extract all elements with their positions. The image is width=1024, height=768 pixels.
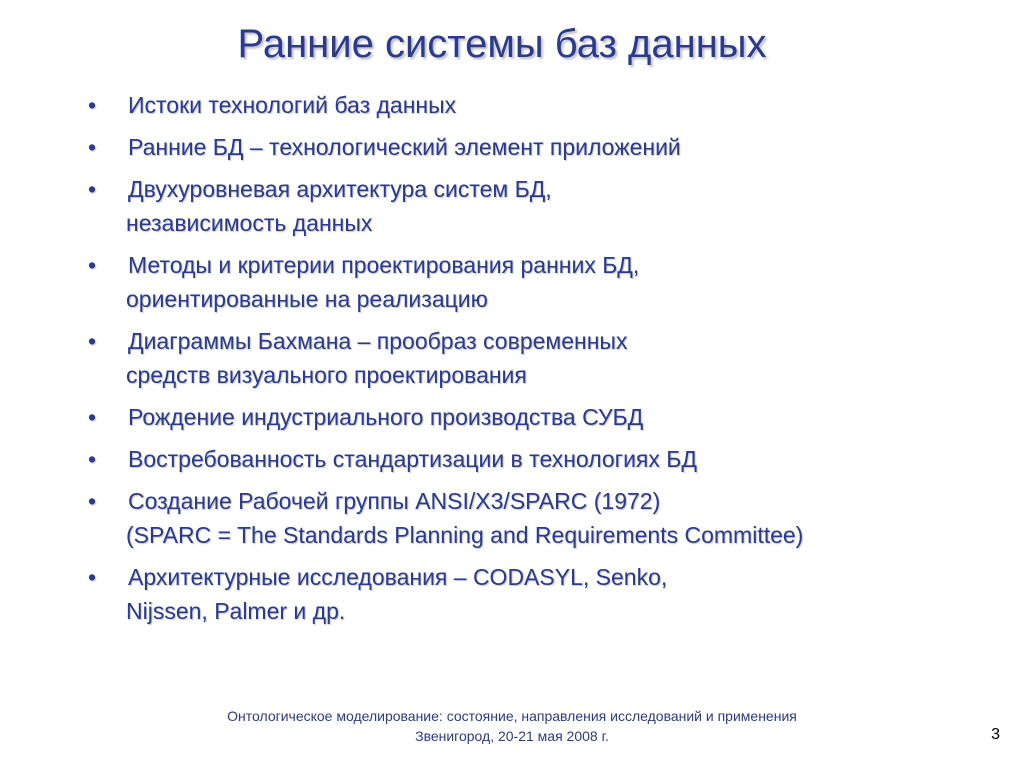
page-number: 3 (991, 726, 1000, 743)
bullet-item (88, 88, 968, 122)
bullet-dot-icon: • (88, 488, 97, 514)
bullet-text: Востребованность стандартизации в технологиях БД (128, 446, 697, 472)
bullet-dot-icon: • (88, 252, 97, 278)
bullet-list (88, 88, 968, 636)
bullet-item (88, 560, 968, 628)
bullet-dot-icon: • (88, 328, 97, 354)
bullet-dot-icon: • (88, 92, 97, 118)
slide-footer (0, 706, 1024, 746)
bullet-text: Архитектурные исследования – CODASYL, Senko, (128, 564, 668, 590)
bullet-dot-icon: • (88, 564, 97, 590)
bullet-text: Истоки технологий баз данных (128, 92, 457, 118)
bullet-text: Методы и критерии проектирования ранних БД, (128, 252, 640, 278)
bullet-text: Диаграммы Бахмана – прообраз современных (128, 328, 628, 354)
bullet-dot-icon: • (88, 404, 97, 430)
bullet-text-continuation: (SPARC = The Standards Planning and Requirements Committee) (126, 522, 804, 548)
bullet-text-continuation: ориентированные на реализацию (126, 286, 488, 312)
bullet-text: Ранние БД – технологический элемент приложений (128, 134, 681, 160)
bullet-text: Двухуровневая архитектура систем БД, (128, 176, 552, 202)
bullet-text: Создание Рабочей группы ANSI/X3/SPARC (1972) (128, 488, 661, 514)
footer-location-date: Звенигород, 20-21 мая 2008 г. (415, 728, 609, 744)
bullet-item (88, 400, 968, 434)
bullet-item (88, 442, 968, 476)
bullet-item (88, 248, 968, 316)
bullet-dot-icon: • (88, 446, 97, 472)
bullet-item (88, 130, 968, 164)
slide-title: Ранние системы баз данных (237, 22, 767, 66)
bullet-dot-icon: • (88, 176, 97, 202)
bullet-dot-icon: • (88, 134, 97, 160)
bullet-text: Рождение индустриального производства СУБД (128, 404, 644, 430)
bullet-text-continuation: средств визуального проектирования (126, 362, 527, 388)
bullet-text-continuation: Nijssen, Palmer и др. (126, 598, 346, 624)
bullet-item (88, 484, 968, 552)
bullet-text-continuation: независимость данных (126, 210, 373, 236)
bullet-item (88, 172, 968, 240)
footer-conference-title: Онтологическое моделирование: состояние, направления исследований и применения (227, 708, 797, 724)
bullet-item (88, 324, 968, 392)
